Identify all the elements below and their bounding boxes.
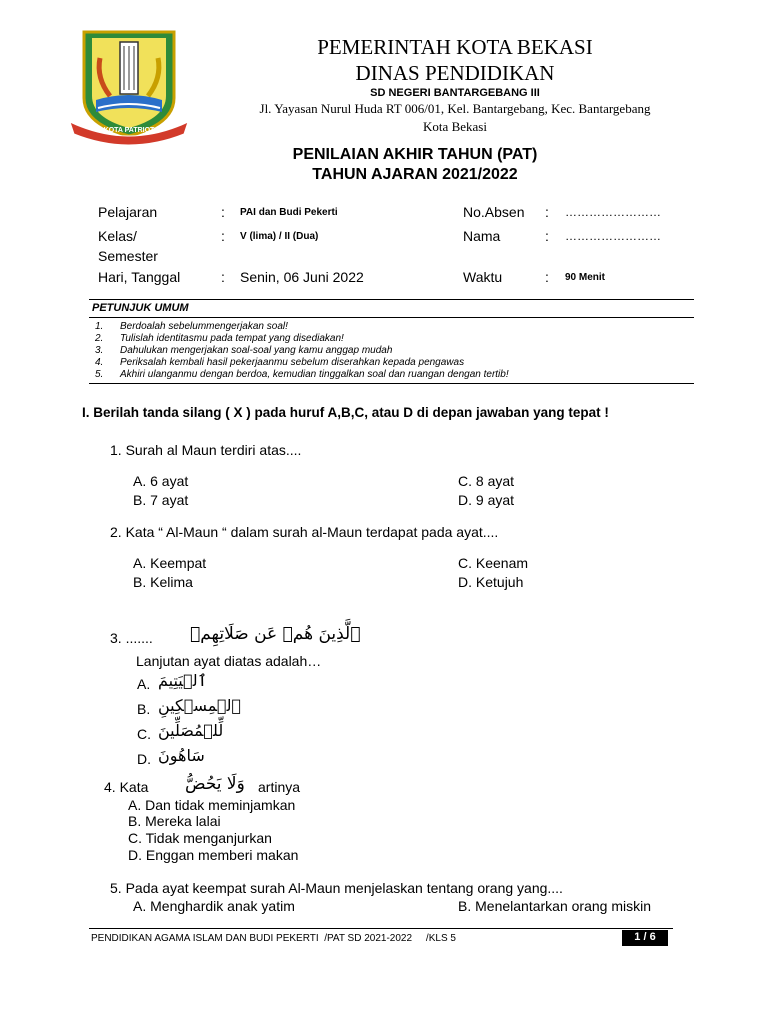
question-5-option-a: A. Menghardik anak yatim [133, 898, 295, 914]
exam-year: TAHUN AJARAN 2021/2022 [312, 166, 518, 183]
question-4-option-d: D. Enggan memberi makan [128, 847, 299, 863]
subject-colon: : [221, 204, 225, 220]
date-value: Senin, 06 Juni 2022 [240, 269, 364, 285]
class-label: Kelas/ [98, 228, 137, 244]
question-3-option-c-arabic: لِّلۡمُصَلِّينَ [158, 721, 224, 740]
question-1-option-d: D. 9 ayat [458, 492, 515, 508]
header-school: SD NEGERI BANTARGEBANG III [370, 87, 540, 99]
footer-text: PENDIDIKAN AGAMA ISLAM DAN BUDI PEKERTI /PAT SD 2021-2022 /KLS 5 [91, 933, 456, 944]
instructions-bottom-rule [89, 383, 694, 384]
class-colon: : [221, 228, 225, 244]
instruction-3-number: 3. [95, 345, 104, 356]
date-label: Hari, Tanggal [98, 269, 181, 285]
question-2-option-b: B. Kelima [133, 574, 193, 590]
instruction-4-number: 4. [95, 357, 104, 368]
instructions-title-rule [89, 317, 694, 318]
question-4-prefix: 4. Kata [104, 779, 149, 795]
question-1-option-c: C. 8 ayat [458, 473, 515, 489]
instruction-2-text: Tulislah identitasmu pada tempat yang disediakan! [120, 333, 344, 344]
absence-number-colon: : [545, 204, 549, 220]
question-3-option-b-arabic: ٱلۡمِسۡكِينِ [158, 696, 242, 715]
question-4-option-c: C. Tidak menganjurkan [128, 830, 272, 846]
instruction-3-text: Dahulukan mengerjakan soal-soal yang kamu anggap mudah [120, 345, 393, 356]
instruction-1-number: 1. [95, 321, 104, 332]
instruction-5-number: 5. [95, 369, 104, 380]
class-value: V (lima) / II (Dua) [240, 231, 319, 242]
question-3-option-a-label: A. [137, 676, 151, 692]
question-3-option-b-label: B. [137, 701, 151, 717]
question-3-stem: Lanjutan ayat diatas adalah… [136, 653, 322, 669]
instruction-4-text: Periksalah kembali hasil pekerjaanmu sebelum diserahkan kepada pengawas [120, 357, 465, 368]
instruction-5-text: Akhiri ulanganmu dengan berdoa, kemudian tinggalkan soal dan ruangan dengan tertib! [120, 369, 509, 380]
question-5-option-b: B. Menelantarkan orang miskin [458, 898, 651, 914]
question-1-option-b: B. 7 ayat [133, 492, 189, 508]
city-logo [66, 28, 192, 148]
absence-number-label: No.Absen [463, 204, 525, 220]
question-3-arabic-verse: ٱلَّذِينَ هُمۡ عَن صَلَاتِهِمۡ [190, 624, 361, 644]
instructions-top-rule [89, 299, 694, 300]
question-3-option-a-arabic: ٱلۡيَتِيمَ [158, 671, 207, 690]
absence-number-field: …………………… [565, 205, 661, 219]
header-department: DINAS PENDIDIKAN [355, 61, 555, 85]
instruction-1-text: Berdoalah sebelummengerjakan soal! [120, 321, 288, 332]
question-3-option-c-label: C. [137, 726, 151, 742]
instructions-title: PETUNJUK UMUM [92, 302, 189, 314]
time-value: 90 Menit [565, 272, 606, 283]
exam-title: PENILAIAN AKHIR TAHUN (PAT) [292, 146, 538, 163]
time-colon: : [545, 269, 549, 285]
question-3-option-d-arabic: سَاهُونَ [158, 746, 205, 765]
question-2-option-d: D. Ketujuh [458, 574, 524, 590]
section-1-heading: I. Berilah tanda silang ( X ) pada huruf A,B,C, atau D di depan jawaban yang tepat ! [82, 405, 609, 420]
question-2-stem: 2. Kata “ Al-Maun “ dalam surah al-Maun terdapat pada ayat.... [110, 524, 499, 540]
subject-label: Pelajaran [98, 204, 158, 220]
instruction-2-number: 2. [95, 333, 104, 344]
logo-banner-text: KOTA PATRIOT [103, 127, 155, 134]
subject-value: PAI dan Budi Pekerti [240, 207, 338, 218]
question-4-arabic-word: وَلَا يَحُضُّ [185, 774, 245, 794]
question-5-stem: 5. Pada ayat keempat surah Al-Maun menjelaskan tentang orang yang.... [110, 880, 563, 896]
time-label: Waktu [463, 269, 503, 285]
header-government: PEMERINTAH KOTA BEKASI [317, 35, 593, 59]
question-1-stem: 1. Surah al Maun terdiri atas.... [110, 442, 302, 458]
footer-rule [89, 928, 673, 929]
name-colon: : [545, 228, 549, 244]
question-4-suffix: artinya [258, 779, 301, 795]
question-2-option-a: A. Keempat [133, 555, 207, 571]
page-number: 1 / 6 [634, 931, 656, 943]
semester-label: Semester [98, 248, 158, 264]
date-colon: : [221, 269, 225, 285]
name-label: Nama [463, 228, 501, 244]
question-4-option-a: A. Dan tidak meminjamkan [128, 797, 296, 813]
header-address-line2: Kota Bekasi [423, 119, 487, 134]
name-field: …………………… [565, 229, 661, 243]
header-address-line1: Jl. Yayasan Nurul Huda RT 006/01, Kel. Bantargebang, Kec. Bantargebang [259, 101, 651, 116]
question-3-option-d-label: D. [137, 751, 151, 767]
question-3-number: 3. ....... [110, 630, 153, 646]
question-1-option-a: A. 6 ayat [133, 473, 189, 489]
question-2-option-c: C. Keenam [458, 555, 529, 571]
question-4-option-b: B. Mereka lalai [128, 813, 221, 829]
